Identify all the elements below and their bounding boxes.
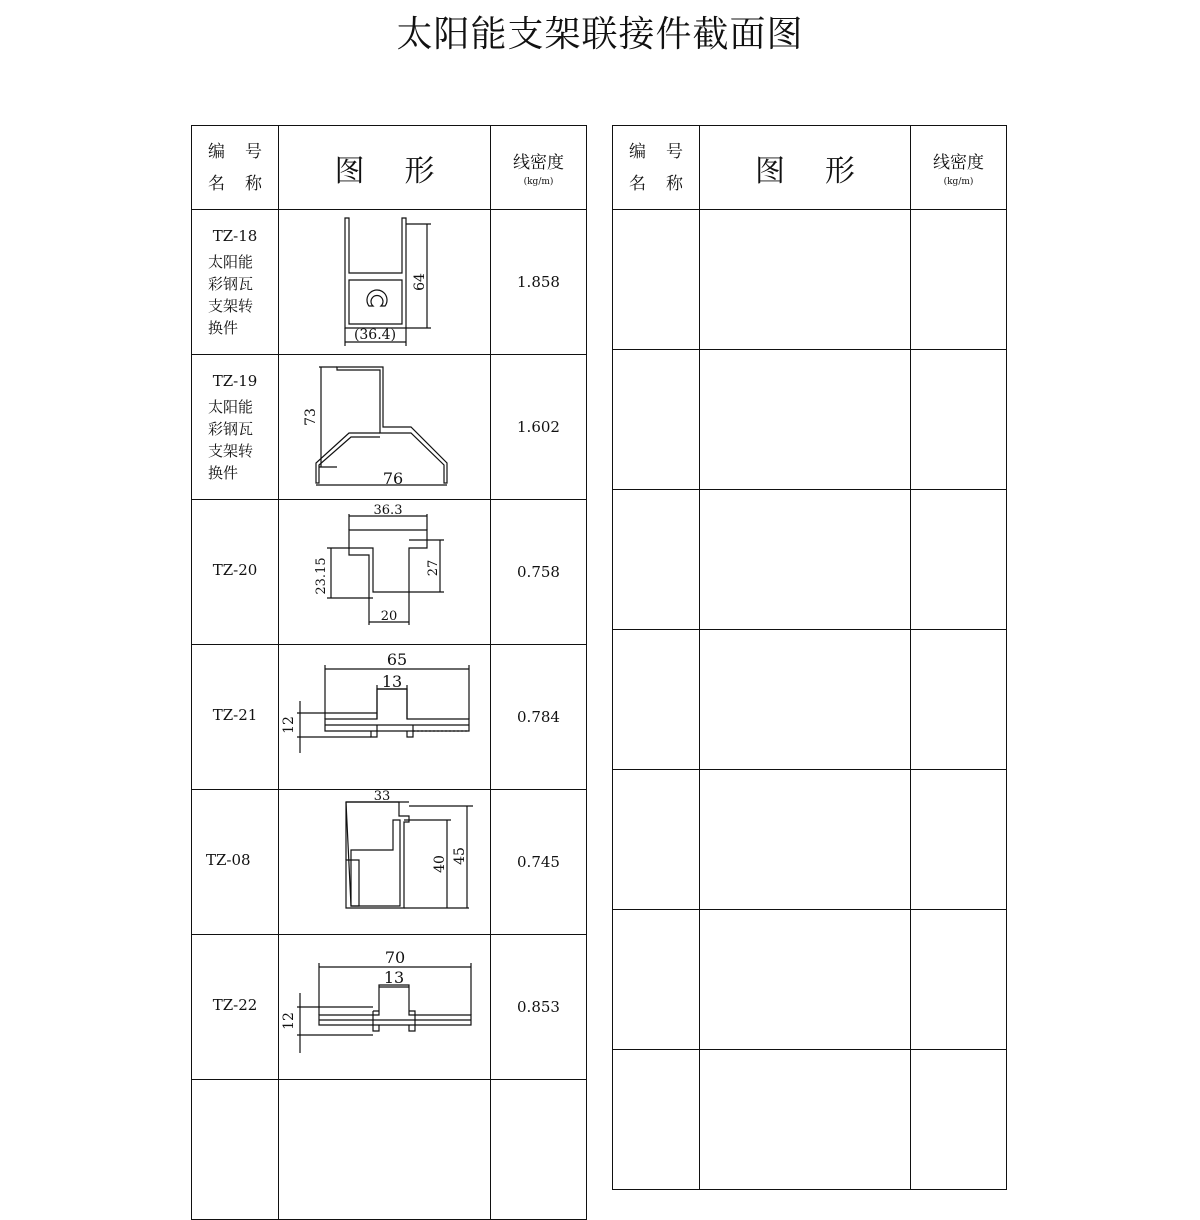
table-row-empty (613, 770, 1007, 910)
row-code-name: TZ-19 太阳能彩钢瓦支架转换件 (192, 355, 279, 500)
header-density: 线密度 (kg/m) (911, 126, 1007, 210)
table-row (192, 355, 587, 500)
table-row (192, 790, 587, 935)
dim-width-33: 33 (373, 790, 391, 804)
table-row (192, 210, 587, 355)
row-code-name: TZ-08 (192, 790, 279, 935)
table-row (192, 645, 587, 790)
row-density (911, 1050, 1007, 1190)
row-density: 1.858 (491, 210, 587, 355)
row-code-name (192, 1080, 279, 1220)
dim-height-12: 12 (281, 1012, 297, 1030)
dim-height-27: 27 (426, 559, 441, 577)
row-density (911, 770, 1007, 910)
row-density (911, 490, 1007, 630)
row-code-name: TZ-18 太阳能彩钢瓦支架转换件 (192, 210, 279, 355)
table-header-row (192, 126, 587, 210)
dim-height-73: 73 (303, 408, 319, 426)
row-density (911, 910, 1007, 1050)
table-row-empty (613, 350, 1007, 490)
row-code-name: TZ-21 (192, 645, 279, 790)
row-density: 0.745 (491, 790, 587, 935)
table-row-empty (613, 1050, 1007, 1190)
profile-drawing-tz08 (279, 790, 491, 935)
row-density: 1.602 (491, 355, 587, 500)
left-spec-table (191, 125, 587, 1220)
dim-height-12: 12 (281, 716, 297, 734)
dim-height-45: 45 (452, 847, 468, 865)
row-density: 0.758 (491, 500, 587, 645)
table-row-empty (192, 1080, 587, 1220)
row-density: 0.853 (491, 935, 587, 1080)
row-code-name: TZ-20 (192, 500, 279, 645)
dim-width-13: 13 (381, 672, 403, 691)
header-code-name: 编 号 名 称 (613, 126, 700, 210)
table-row (192, 935, 587, 1080)
row-density (911, 210, 1007, 350)
row-shape (700, 210, 911, 350)
dim-width-65: 65 (386, 650, 408, 669)
row-density (911, 350, 1007, 490)
row-density (911, 630, 1007, 770)
profile-drawing-tz20 (279, 500, 491, 645)
profile-drawing-tz21 (279, 645, 491, 790)
table-row-empty (613, 910, 1007, 1050)
dim-height-40: 40 (432, 855, 448, 873)
dim-height-23-15: 23.15 (314, 557, 329, 595)
profile-drawing-tz22 (279, 935, 491, 1080)
dim-width-36-4: (36.4) (353, 327, 397, 343)
row-code-name (613, 630, 700, 770)
right-spec-table (612, 125, 1007, 1190)
row-code-name (613, 1050, 700, 1190)
table-row (192, 500, 587, 645)
row-code-name: TZ-22 (192, 935, 279, 1080)
profile-drawing-tz19 (279, 355, 491, 500)
profile-drawing-tz18 (279, 210, 491, 355)
row-shape (279, 1080, 491, 1220)
row-density (491, 1080, 587, 1220)
row-code-name (613, 490, 700, 630)
header-code-name: 编 号 名 称 (192, 126, 279, 210)
table-row-empty (613, 210, 1007, 350)
row-shape (700, 910, 911, 1050)
dim-width-20: 20 (380, 609, 398, 624)
dim-width-36-3: 36.3 (373, 503, 403, 518)
dim-width-13: 13 (383, 968, 405, 987)
header-density: 线密度 (kg/m) (491, 126, 587, 210)
row-shape (700, 1050, 911, 1190)
table-header-row (613, 126, 1007, 210)
row-shape (700, 630, 911, 770)
row-shape (700, 770, 911, 910)
table-row-empty (613, 490, 1007, 630)
page-title: 太阳能支架联接件截面图 (396, 14, 804, 55)
row-code-name (613, 210, 700, 350)
dim-width-70: 70 (384, 948, 406, 967)
dim-height-64: 64 (412, 273, 428, 291)
row-shape (700, 490, 911, 630)
row-shape (700, 350, 911, 490)
row-density: 0.784 (491, 645, 587, 790)
row-code-name (613, 770, 700, 910)
table-row-empty (613, 630, 1007, 770)
row-code-name (613, 910, 700, 1050)
dim-width-76: 76 (382, 469, 404, 488)
header-shape: 图形 (700, 126, 911, 210)
header-shape: 图形 (279, 126, 491, 210)
row-code-name (613, 350, 700, 490)
